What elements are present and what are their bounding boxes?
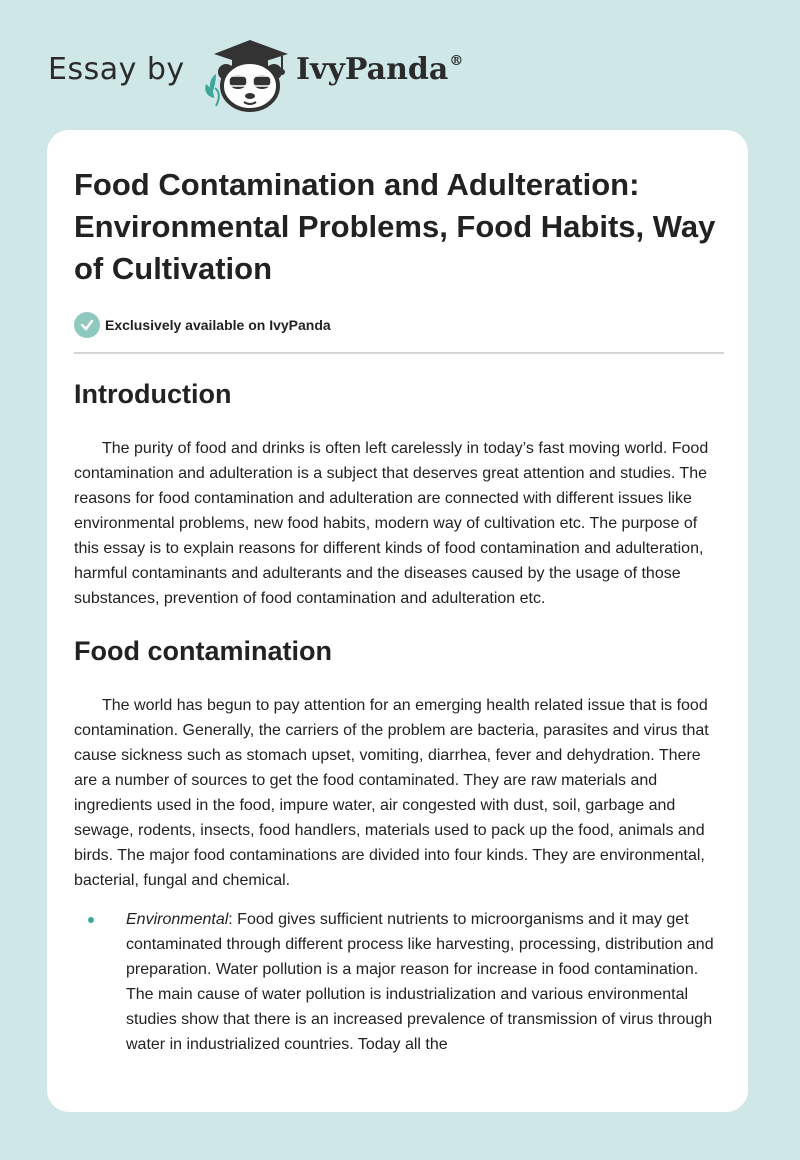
list-item — [74, 907, 724, 1057]
registered-mark: ® — [449, 53, 464, 69]
exclusive-badge — [74, 310, 724, 340]
page-title: Food Contamination and Adulteration: Environmental Problems, Food Habits, Way of Cultivation — [74, 167, 716, 286]
section-paragraph-introduction: The purity of food and drinks is often left carelessly in today’s fast moving world. Food contamination and adulteration is a subject that deserves great attention and studies. The reasons for food contamination and adulteration are connected with different issues like environmental problems, new food habits, modern way of cultivation etc. The purpose of this essay is to explain reasons for different kinds of food contamination and adulteration, harmful contaminants and adulterants and the diseases caused by the usage of those substances, prevention of food contamination and adulteration etc. — [74, 440, 709, 607]
list-item-term: Environmental — [126, 911, 229, 928]
section-heading-introduction: Introduction — [74, 379, 232, 409]
site-header — [0, 0, 800, 130]
section-heading-food-contamination: Food contamination — [74, 636, 332, 666]
check-circle-icon — [74, 312, 100, 338]
brand-name-text: IvyPanda — [296, 52, 449, 87]
essay-card — [47, 130, 748, 1112]
section-paragraph-food-contamination: The world has begun to pay attention for an emerging health related issue that is food contamination. Generally, the carriers of the problem are bacteria, parasites and virus that cause sickness such as stomach upset, vomiting, diarrhea, fever and dehydration. There are a number of sources to get the food contaminated. They are raw materials and ingredients used in the food, impure water, air congested with dust, soil, garbage and sewage, rodents, insects, food handlers, materials used to pack up the food, animals and birds. The major food contaminations are divided into four kinds. They are environmental, bacterial, fungal and chemical. — [74, 697, 709, 889]
panda-graduate-logo-icon[interactable] — [202, 36, 292, 112]
exclusive-badge-label: Exclusively available on IvyPanda — [105, 317, 331, 333]
bullet-dot-icon — [88, 917, 94, 923]
brand-name[interactable] — [296, 52, 463, 87]
essay-by-label: Essay by — [48, 52, 185, 87]
contamination-list — [74, 907, 724, 1057]
divider — [74, 352, 724, 354]
list-item-text: : Food gives sufficient nutrients to microorganisms and it may get contaminated through different process like harvesting, processing, distribution and preparation. Water pollution is a major reason for increase in food contamination. The main cause of water pollution is industrialization and various environmental studies show that there is an increased prevalence of transmission of virus through water in industrialized countries. Today all the — [126, 911, 714, 1053]
essay-content — [74, 130, 724, 1057]
